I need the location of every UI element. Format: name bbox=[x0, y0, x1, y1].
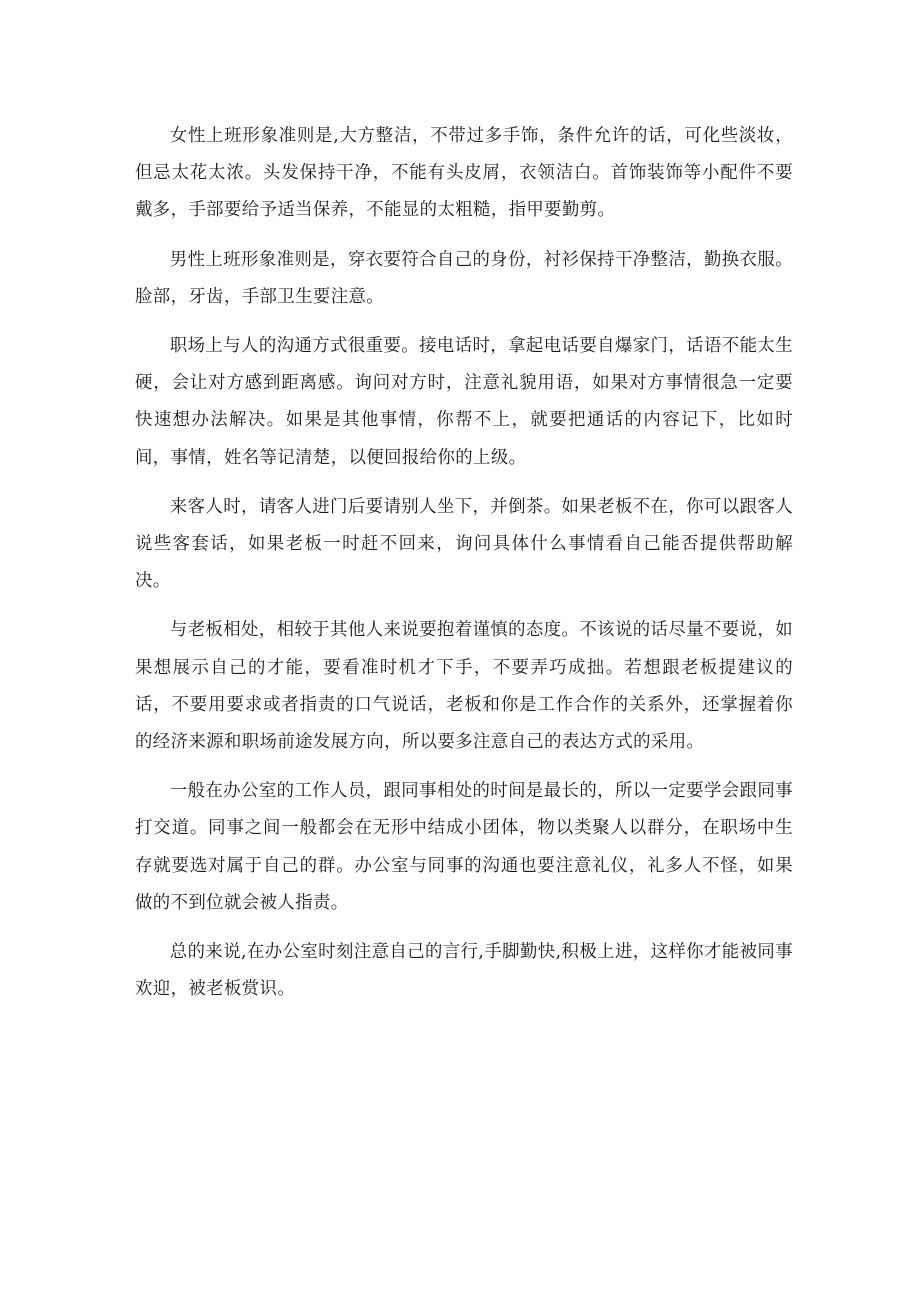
paragraph-colleague-relations: 一般在办公室的工作人员，跟同事相处的时间是最长的，所以一定要学会跟同事打交道。同事之间一般都会在无形中结成小团体，物以类聚人以群分，在职场中生存就要选对属于自己的群。办公室与同事的沟通也要注意礼仪，礼多人不怪，如果做的不到位就会被人指责。 bbox=[135, 781, 793, 913]
paragraph-phone-communication: 职场上与人的沟通方式很重要。接电话时，拿起电话要自爆家门，话语不能太生硬，会让对方感到距离感。询问对方时，注意礼貌用语，如果对方事情很急一定要快速想办法解决。如果是其他事情，你帮不上，就要把通话的内容记下，比如时间，事情，姓名等记清楚，以便回报给你的上级。 bbox=[135, 336, 793, 468]
paragraph-boss-relations: 与老板相处，相较于其他人来说要抱着谨慎的态度。不该说的话尽量不要说，如果想展示自己的才能，要看准时机才下手，不要弄巧成拙。若想跟老板提建议的话，不要用要求或者指责的口气说话，老板和你是工作合作的关系外，还掌握着你的经济来源和职场前途发展方向，所以要多注意自己的表达方式的采用。 bbox=[135, 620, 793, 753]
paragraph-summary: 总的来说,在办公室时刻注意自己的言行,手脚勤快,积极上进，这样你才能被同事欢迎，被老板赏识。 bbox=[135, 942, 793, 1000]
paragraph-receiving-guests: 来客人时，请客人进门后要请别人坐下，并倒茶。如果老板不在，你可以跟客人说些客套话，如果老板一时赶不回来，询问具体什么事情看自己能否提供帮助解决。 bbox=[135, 496, 793, 592]
paragraph-male-dress-code: 男性上班形象准则是，穿衣要符合自己的身份，衬衫保持干净整洁，勤换衣服。脸部，牙齿，手部卫生要注意。 bbox=[135, 249, 793, 307]
document-body bbox=[135, 118, 793, 1020]
paragraph-female-dress-code: 女性上班形象准则是,大方整洁，不带过多手饰，条件允许的话，可化些淡妆，但忌太花太浓。头发保持干净，不能有头皮屑，衣领洁白。首饰装饰等小配件不要戴多，手部要给予适当保养，不能显的太粗糙，指甲要勤剪。 bbox=[135, 126, 793, 221]
